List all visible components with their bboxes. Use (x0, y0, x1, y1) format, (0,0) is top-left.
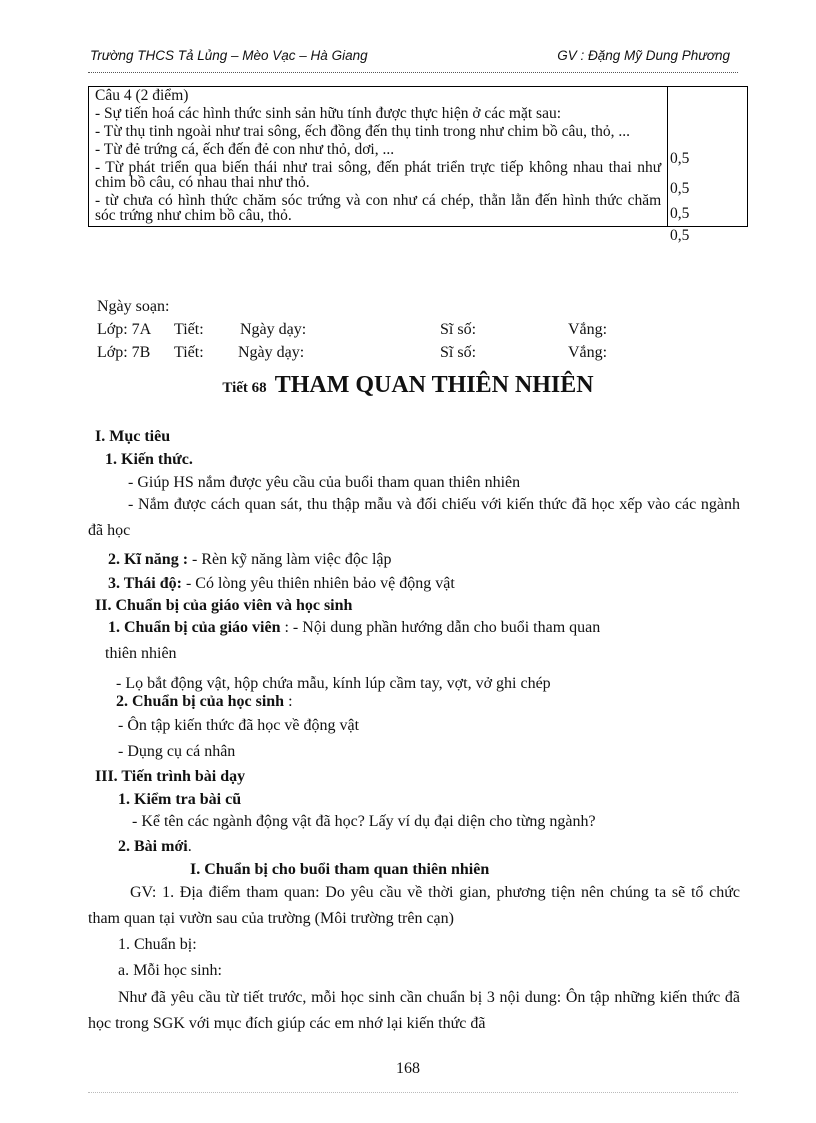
lesson-title (0, 372, 816, 399)
ngay-day-label: Ngày dạy: (240, 321, 307, 338)
section-procedure: III. Tiến trình bài dạy (95, 768, 246, 785)
teacher-name: GV : Đặng Mỹ Dung Phương (557, 48, 730, 63)
si-so-label: Sĩ số: (440, 321, 477, 338)
skills-line (108, 551, 392, 569)
answer-table (88, 86, 748, 227)
section-preparation: II. Chuẩn bị của giáo viên và học sinh (95, 597, 353, 614)
vang-label: Vắng: (568, 321, 608, 338)
lesson-heading: THAM QUAN THIÊN NHIÊN (274, 372, 594, 398)
page-number: 168 (396, 1060, 420, 1077)
teacher-prep-label: 1. Chuẩn bị của giáo viên (108, 619, 281, 636)
footer-divider (88, 1092, 738, 1093)
teacher-prep-line (108, 619, 600, 637)
knowledge-item: - Giúp HS nắm được yêu cầu của buổi tham quan thiên nhiên (128, 474, 521, 491)
skills-text: - Rèn kỹ năng làm việc độc lập (188, 551, 392, 568)
ngay-soan-label: Ngày soạn: (97, 298, 170, 315)
subsection-review: 1. Kiểm tra bài cũ (118, 791, 242, 808)
answer-line: - Từ thụ tinh ngoài như trai sông, ếch đồng đến thụ tinh trong như chim bồ câu, thỏ, ... (95, 123, 631, 140)
answer-line: - Từ đẻ trứng cá, ếch đến đẻ con như thỏ, dơi, ... (95, 141, 395, 158)
answer-line: - Từ phát triển qua biến thái như trai sông, đến phát triển trực tiếp không nhau thai như chim bồ câu, có nhau thai như thỏ. (95, 159, 662, 191)
teacher-prep-item: - Lọ bắt động vật, hộp chứa mẫu, kính lúp cầm tay, vợt, vở ghi chép (116, 675, 551, 692)
header-divider (88, 72, 738, 73)
knowledge-item: - Nắm được cách quan sát, thu thập mẫu và đối chiếu với kiến thức đã học xếp vào các ngành đã học (88, 496, 740, 539)
page-header (90, 48, 730, 68)
attitude-text: - Có lòng yêu thiên nhiên bảo vệ động vật (181, 575, 455, 592)
student-prep-label: 2. Chuẩn bị của học sinh (116, 693, 285, 710)
student-prep-line (116, 693, 293, 711)
review-question: - Kể tên các ngành động vật đã học? Lấy ví dụ đại diện cho từng ngành? (132, 813, 596, 830)
answer-line: - Sự tiến hoá các hình thức sinh sản hữu tính được thực hiện ở các mặt sau: (95, 105, 562, 122)
teacher-prep-cont: thiên nhiên (105, 645, 177, 662)
last-paragraph: Như đã yêu cầu từ tiết trước, mỗi học sinh cần chuẩn bị 3 nội dung: Ôn tập những kiến thức đã học trong SGK với mục đích giúp các em nhớ lại kiến thức đã (88, 989, 740, 1032)
tiet-label: Tiết: (174, 344, 204, 361)
student-prep-item: - Dụng cụ cá nhân (118, 743, 236, 760)
prep-item: a. Mỗi học sinh: (118, 962, 222, 979)
school-name: Trường THCS Tả Lủng – Mèo Vạc – Hà Giang (90, 48, 368, 63)
section-objectives: I. Mục tiêu (95, 428, 171, 445)
gv-paragraph: GV: 1. Địa điểm tham quan: Do yêu cầu về thời gian, phương tiện nên chúng ta sẽ tổ chức tham quan tại vườn sau của trường (Môi trường trên cạn) (88, 884, 740, 927)
point-value: 0,5 (670, 180, 690, 197)
teacher-prep-text: : - Nội dung phần hướng dẫn cho buổi tham quan (280, 619, 601, 636)
point-value: 0,5 (670, 227, 690, 244)
preparation-heading: I. Chuẩn bị cho buổi tham quan thiên nhiên (190, 861, 490, 878)
student-prep-item: - Ôn tập kiến thức đã học về động vật (118, 717, 360, 734)
answer-text-cell (89, 87, 668, 227)
ngay-day-label: Ngày dạy: (238, 344, 305, 361)
skills-label: 2. Kĩ năng : (108, 551, 189, 568)
tiet-label: Tiết: (174, 321, 204, 338)
student-prep-colon: : (284, 693, 293, 710)
subsection-knowledge: 1. Kiến thức. (105, 451, 193, 468)
new-lesson-line (118, 838, 192, 856)
point-value: 0,5 (670, 150, 690, 167)
attitude-line (108, 575, 455, 593)
class-7a: Lớp: 7A (97, 321, 152, 338)
point-value: 0,5 (670, 205, 690, 222)
attitude-label: 3. Thái độ: (108, 575, 182, 592)
class-7b: Lớp: 7B (97, 344, 151, 361)
question-title: Câu 4 (2 điểm) (95, 87, 189, 104)
new-lesson-dot: . (187, 838, 192, 855)
prep-item: 1. Chuẩn bị: (118, 936, 197, 953)
answer-line: - từ chưa có hình thức chăm sóc trứng và con như cá chép, thằn lằn đến hình thức chăm sóc trứng như chim bồ câu, thỏ. (95, 192, 662, 224)
lesson-number: Tiết 68 (222, 380, 267, 396)
new-lesson-label: 2. Bài mới (118, 838, 188, 855)
si-so-label: Sĩ số: (440, 344, 477, 361)
vang-label: Vắng: (568, 344, 608, 361)
